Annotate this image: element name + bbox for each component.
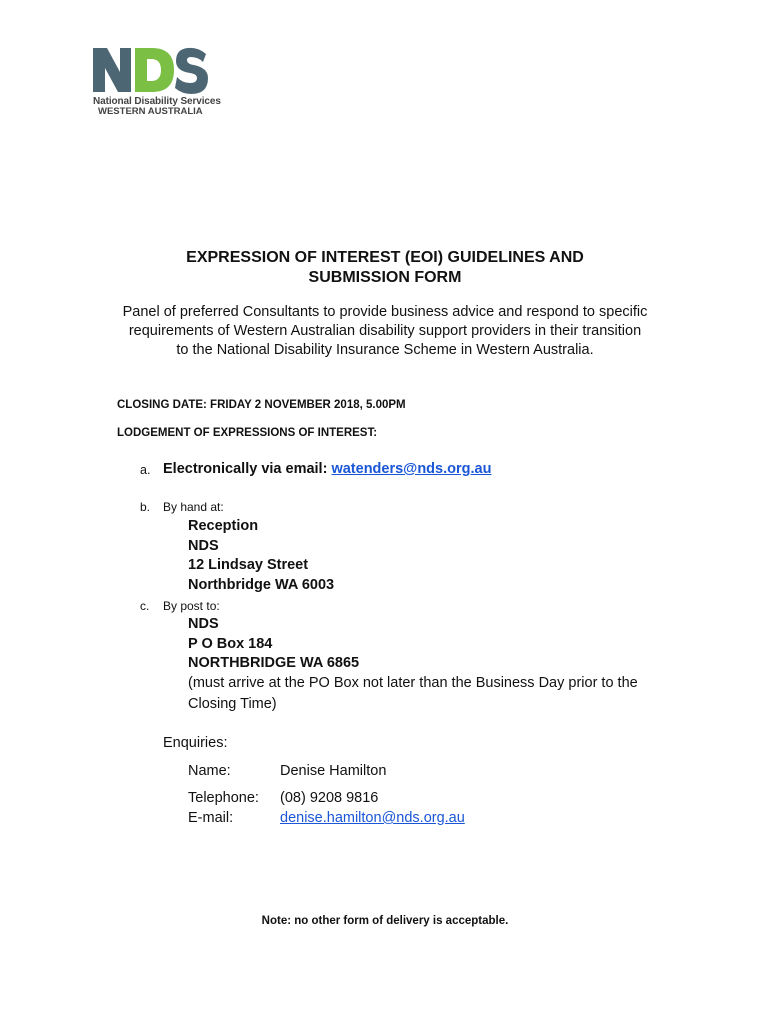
title-line-1: EXPRESSION OF INTEREST (EOI) GUIDELINES AND [186,249,584,266]
address-line: 12 Lindsay Street [188,557,309,573]
option-a [163,461,491,477]
address-line: Northbridge WA 6003 [188,576,335,593]
option-c-marker: c. [140,599,150,613]
address-line: P O Box 184 [188,635,273,652]
telephone-value: (08) 9208 9816 [280,790,379,806]
subtitle-line-3: to the National Disability Insurance Scheme in Western Australia. [176,342,594,358]
address-line: NDS [188,537,219,554]
postal-note [188,673,638,715]
postal-note-line-1: (must arrive at the PO Box not later than the Business Day prior to the [188,675,638,691]
logo-line-2: WESTERN AUSTRALIA [98,106,203,117]
address-line: NORTHBRIDGE WA 6865 [188,655,360,671]
option-c-label: By post to: [163,599,220,613]
name-label: Name: [188,763,231,779]
telephone-label: Telephone: [188,790,259,806]
postal-address [188,615,359,674]
enquiries-email-link[interactable]: denise.hamilton@nds.org.au [280,810,465,826]
enquiries-heading: Enquiries: [163,735,228,751]
option-b-label: By hand at: [163,500,224,514]
document-subtitle [0,303,770,360]
address-line: NDS [188,616,219,632]
footer-note: Note: no other form of delivery is acceptable. [261,915,509,927]
document-title [0,248,770,288]
logo-line-1: National Disability Services [93,96,221,107]
title-line-2: SUBMISSION FORM [308,269,462,286]
submission-email-link[interactable]: watenders@nds.org.au [331,461,492,477]
email-label: E-mail: [188,810,234,826]
option-a-label: Electronically via email: [163,461,328,477]
hand-delivery-address [188,517,334,595]
option-a-marker: a. [140,463,151,477]
lodgement-heading: LODGEMENT OF EXPRESSIONS OF INTEREST: [117,427,378,439]
subtitle-line-1: Panel of preferred Consultants to provide business advice and respond to specific [122,304,648,320]
subtitle-line-2: requirements of Western Australian disability support providers in their transition [128,323,642,339]
address-line: Reception [188,518,259,534]
name-value: Denise Hamilton [280,763,387,779]
option-b-marker: b. [140,500,151,514]
nds-logo-mark [90,42,230,98]
postal-note-line-2: Closing Time) [188,696,277,712]
closing-date: CLOSING DATE: FRIDAY 2 NOVEMBER 2018, 5.00PM [117,399,406,411]
